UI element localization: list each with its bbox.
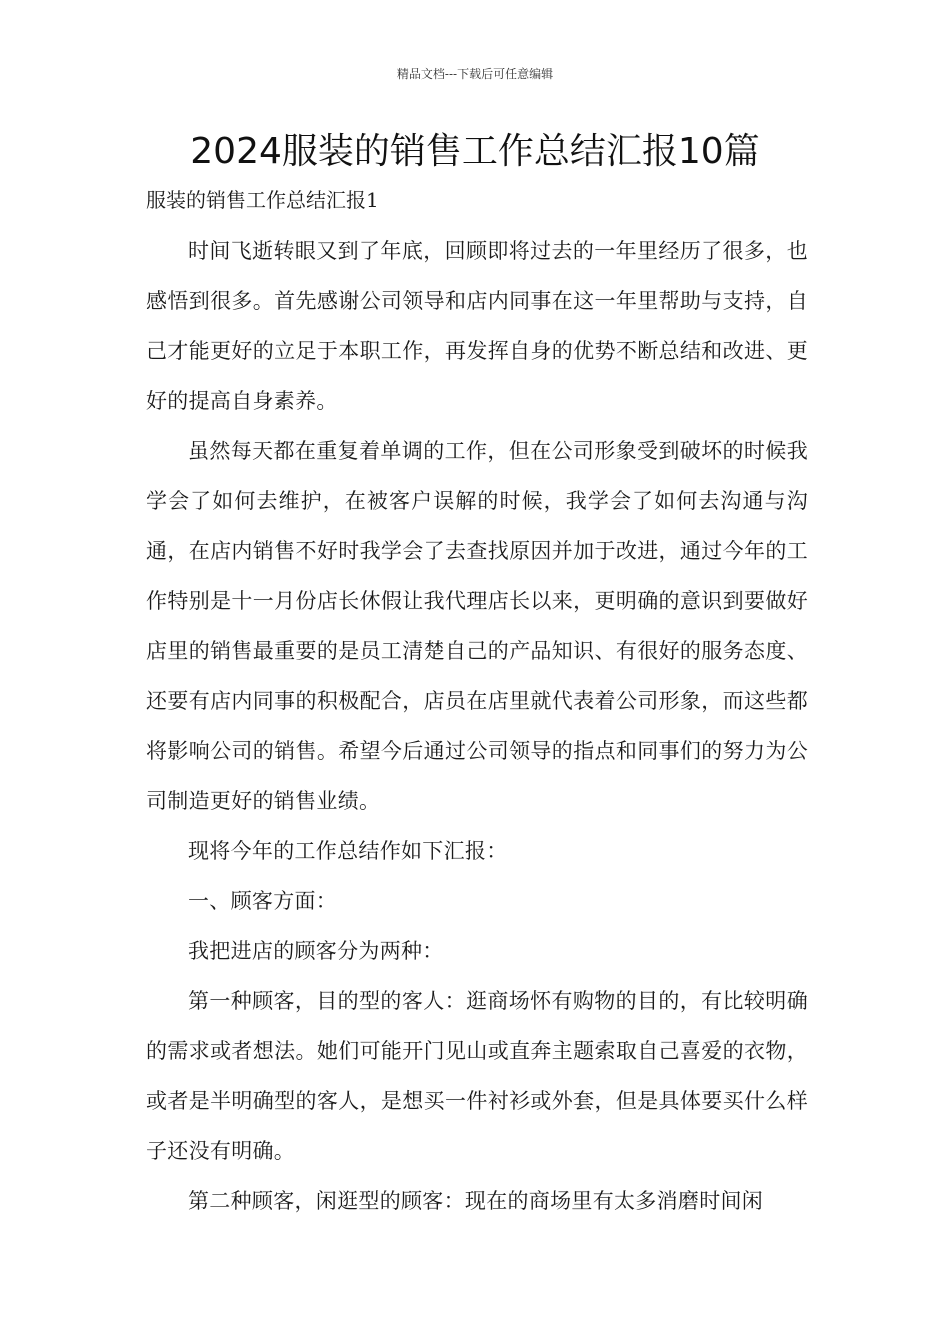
paragraph: 我把进店的顾客分为两种： <box>188 939 444 963</box>
paragraph: 时间飞逝转眼又到了年底，回顾即将过去的一年里经历了很多，也感悟到很多。首先感谢公司领导和店内同事在这一年里帮助与支持，自己才能更好的立足于本职工作，再发挥自身的优势不断总结和改进、更好的提高自身素养。 <box>146 239 808 413</box>
header-note: 精品文档---下载后可任意编辑 <box>396 67 554 81</box>
document-title: 2024服装的销售工作总结汇报10篇 <box>190 131 760 172</box>
paragraph: 一、顾客方面： <box>188 889 338 913</box>
paragraph: 第一种顾客，目的型的客人：逛商场怀有购物的目的，有比较明确的需求或者想法。她们可能开门见山或直奔主题索取自己喜爱的衣物，或者是半明确型的客人，是想买一件衬衫或外套，但是具体要买什么样子还没有明确。 <box>146 989 808 1163</box>
section-subtitle: 服装的销售工作总结汇报1 <box>146 188 379 212</box>
paragraph: 虽然每天都在重复着单调的工作，但在公司形象受到破坏的时候我学会了如何去维护，在被客户误解的时候，我学会了如何去沟通与沟通，在店内销售不好时我学会了去查找原因并加于改进，通过今年的工作特别是十一月份店长休假让我代理店长以来，更明确的意识到要做好店里的销售最重要的是员工清楚自己的产品知识、有很好的服务态度、还要有店内同事的积极配合，店员在店里就代表着公司形象，而这些都将影响公司的销售。希望今后通过公司领导的指点和同事们的努力为公司制造更好的销售业绩。 <box>146 439 808 813</box>
paragraph: 现将今年的工作总结作如下汇报： <box>188 839 508 863</box>
paragraph: 第二种顾客，闲逛型的顾客：现在的商场里有太多消磨时间闲 <box>188 1189 764 1213</box>
body-text <box>146 226 808 1226</box>
